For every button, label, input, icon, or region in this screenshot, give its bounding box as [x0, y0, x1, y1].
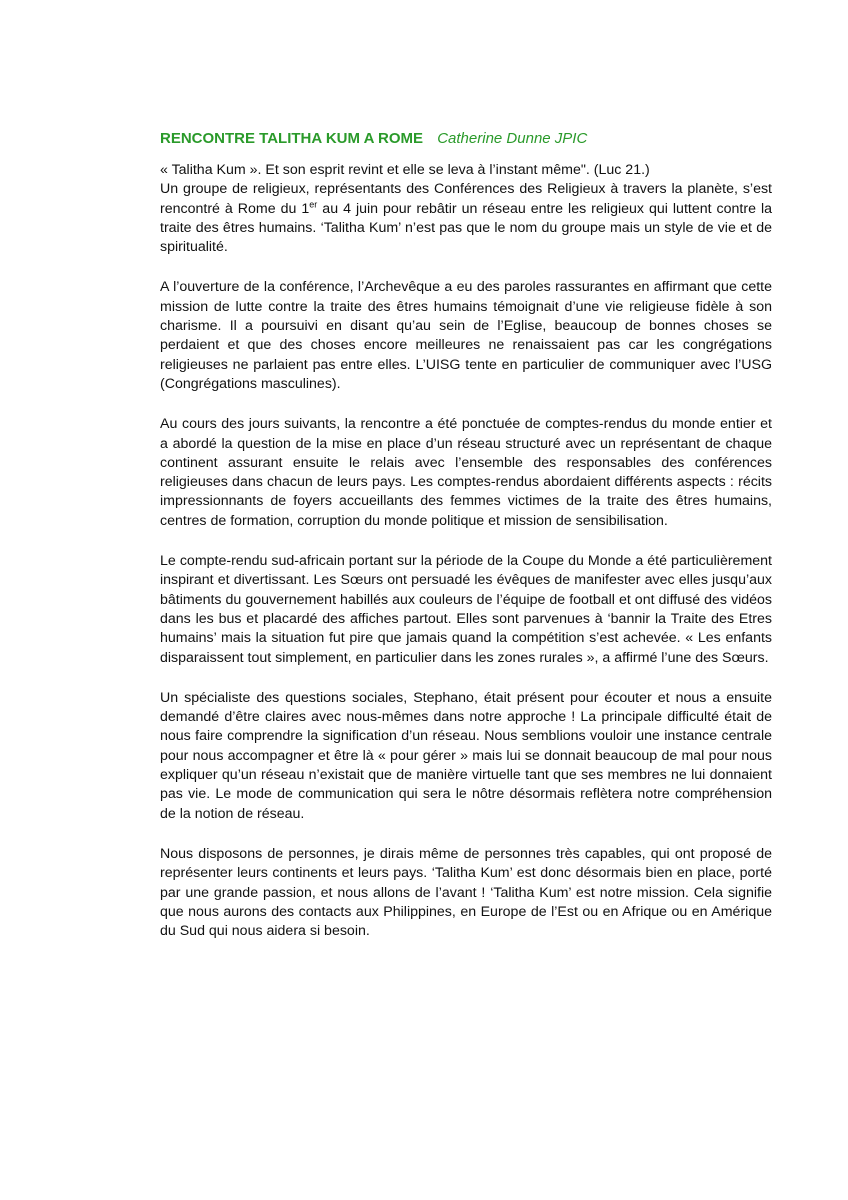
- intro-superscript: er: [309, 198, 318, 209]
- paragraph-opening-conference: A l’ouverture de la conférence, l’Archevêque a eu des paroles rassurantes en affirmant que cette mission de lutte contre la traite des êtres humains témoignait d’une vie religieuse fidèle à son charisme. Il a poursuivi en disant qu’au sein de l’Eglise, beaucoup de bonnes choses se perdaient et que des choses encore meilleures ne renaissaient pas car les congrégations religieuses ne parlaient pas entre elles. L’UISG tente en particulier de communiquer avec l’USG (Congrégations masculines).: [160, 279, 772, 392]
- paragraph-network-specialist: Un spécialiste des questions sociales, Stephano, était présent pour écouter et nous a ensuite demandé d’être claires avec nous-mêmes dans notre approche ! La principale difficulté était de nous faire comprendre la signification d’un réseau. Nous semblions vouloir une instance centrale pour nous accompagner et être là « pour gérer » mais lui se donnait beaucoup de mal pour nous expliquer qu’un réseau n’existait que de manière virtuelle tant que ses membres ne lui donnaient pas vie. Le mode de communication qui sera le nôtre désormais reflètera notre compréhension de la notion de réseau.: [160, 689, 772, 822]
- document-heading: [160, 129, 772, 149]
- document-author: Catherine Dunne JPIC: [437, 130, 588, 147]
- opening-quote: « Talitha Kum ». Et son esprit revint et elle se leva à l’instant même". (Luc 21.): [160, 162, 650, 178]
- intro-text-end: au 4 juin pour rebâtir un réseau entre les religieux qui luttent contre la traite des êtres humains. ‘Talitha Kum’ n’est pas que le nom du groupe mais un style de vie et de spiritualité.: [160, 200, 772, 256]
- intro-paragraph: [160, 180, 772, 257]
- document-title: RENCONTRE TALITHA KUM A ROME: [160, 130, 424, 147]
- document-page: [160, 129, 772, 962]
- paragraph-following-days: Au cours des jours suivants, la rencontre a été ponctuée de comptes-rendus du monde entier et a abordé la question de la mise en place d’un réseau structuré avec un représentant de chaque continent assurant ensuite le relais avec l’ensemble des responsables des conférences religieuses dans chacun de leurs pays. Les comptes-rendus abordaient différents aspects : récits impressionnants de foyers accueillants des femmes victimes de la traite des êtres humains, centres de formation, corruption du monde politique et mission de sensibilisation.: [160, 416, 772, 529]
- intro-text-start: Un groupe de religieux, représentants des Conférences des Religieux à travers la planète, s’est rencontré à Rome du 1: [160, 181, 772, 217]
- paragraph-south-africa: Le compte-rendu sud-africain portant sur la période de la Coupe du Monde a été particulièrement inspirant et divertissant. Les Sœurs ont persuadé les évêques de manifester avec elles jusqu’aux bâtiments du gouvernement habillés aux couleurs de l’équipe de football et ont diffusé des vidéos dans les bus et placardé des affiches partout. Elles sont parvenues à ‘bannir la Traite des Etres humains’ mais la situation fut pire que jamais quand la compétition s’est achevée. « Les enfants disparaissent tout simplement, en particulier dans les zones rurales », a affirmé l’une des Sœurs.: [160, 553, 772, 666]
- paragraph-mission: Nous disposons de personnes, je dirais même de personnes très capables, qui ont proposé de représenter leurs continents et leurs pays. ‘Talitha Kum’ est donc désormais bien en place, porté par une grande passion, et nous allons de l’avant ! ‘Talitha Kum’ est notre mission. Cela signifie que nous aurons des contacts aux Philippines, en Europe de l’Est ou en Afrique ou en Amérique du Sud qui nous aidera si besoin.: [160, 845, 772, 940]
